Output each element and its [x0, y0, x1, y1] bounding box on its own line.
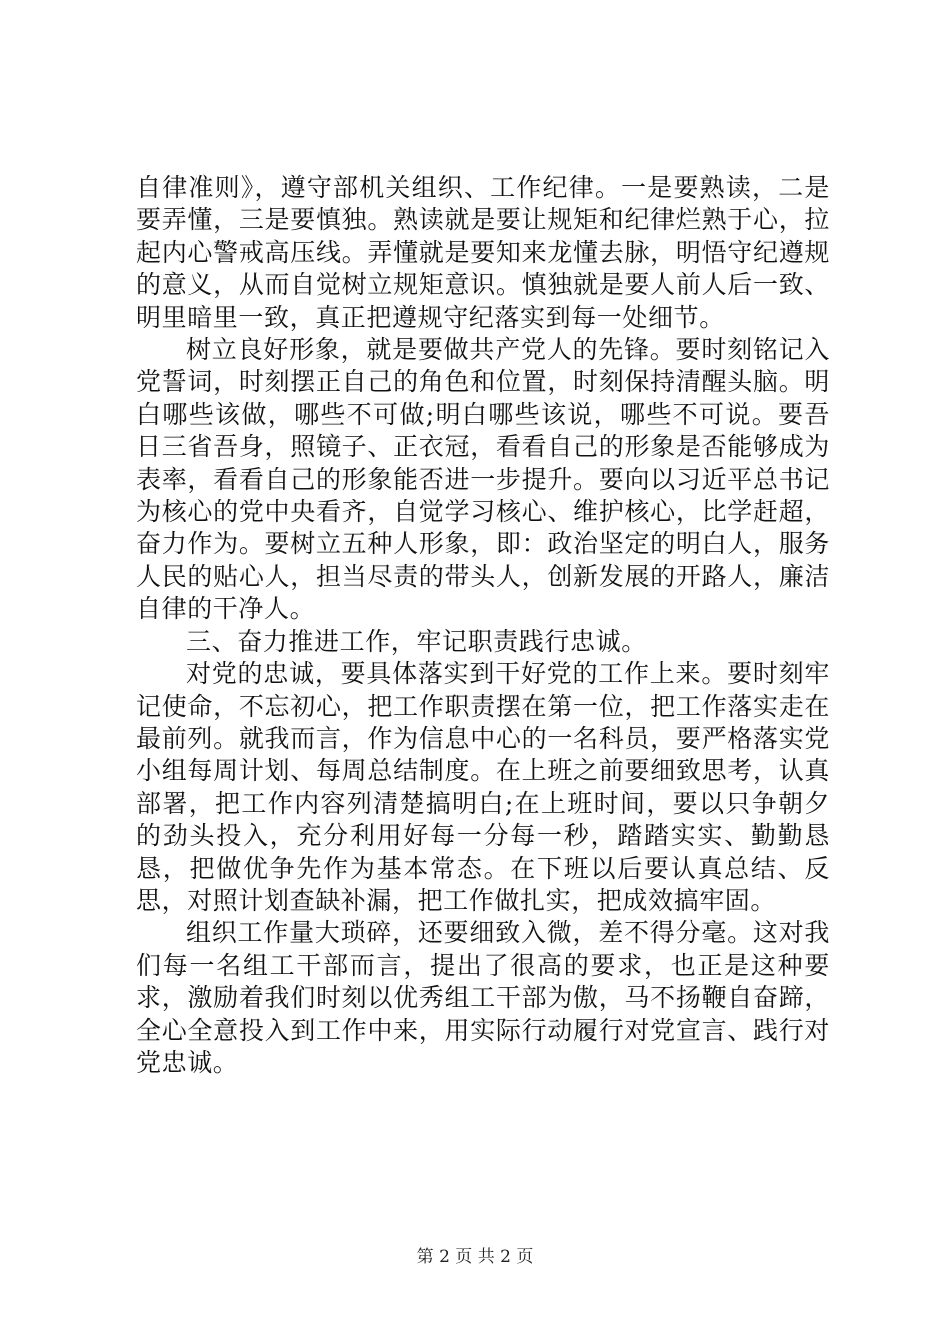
- paragraph-2: 树立良好形象，就是要做共产党人的先锋。要时刻铭记入党誓词，时刻摆正自己的角色和位置，时刻保持清醒头脑。明白哪些该做，哪些不可做;明白哪些该说，哪些不可说。要吾日三省吾身，照镜子、正衣冠，看看自己的形象是否能够成为表率，看看自己的形象能否进一步提升。要向以习近平总书记为核心的党中央看齐，自觉学习核心、维护核心，比学赶超，奋力作为。要树立五种人形象，即：政治坚定的明白人，服务人民的贴心人，担当尽责的带头人，创新发展的开路人，廉洁自律的干净人。: [136, 335, 830, 624]
- paragraph-4: 对党的忠诚，要具体落实到干好党的工作上来。要时刻牢记使命，不忘初心，把工作职责摆在第一位，把工作落实走在最前列。就我而言，作为信息中心的一名科员，要严格落实党小组每周计划、每周总结制度。在上班之前要细致思考，认真部署，把工作内容列清楚搞明白;在上班时间，要以只争朝夕的劲头投入，充分利用好每一分每一秒，踏踏实实、勤勤恳恳，把做优争先作为基本常态。在下班以后要认真总结、反思，对照计划查缺补漏，把工作做扎实，把成效搞牢固。: [136, 659, 830, 915]
- paragraph-5: 组织工作量大琐碎，还要细致入微，差不得分毫。这对我们每一名组工干部而言，提出了很高的要求，也正是这种要求，激励着我们时刻以优秀组工干部为傲，马不扬鞭自奋蹄，全心全意投入到工作中来，用实际行动履行对党宣言、践行对党忠诚。: [136, 918, 830, 1077]
- section-heading-3: 三、奋力推进工作，牢记职责践行忠诚。: [186, 626, 647, 656]
- paragraph-1: 自律准则》，遵守部机关组织、工作纪律。一是要熟读，二是要弄懂，三是要慎独。熟读就是要让规矩和纪律烂熟于心，拉起内心警戒高压线。弄懂就是要知来龙懂去脉，明悟守纪遵规的意义，从而自觉树立规矩意识。慎独就是要人前人后一致、明里暗里一致，真正把遵规守纪落实到每一处细节。: [136, 173, 830, 332]
- document-body: [136, 172, 830, 1079]
- page-number-footer: 第 2 页 共 2 页: [416, 1247, 534, 1267]
